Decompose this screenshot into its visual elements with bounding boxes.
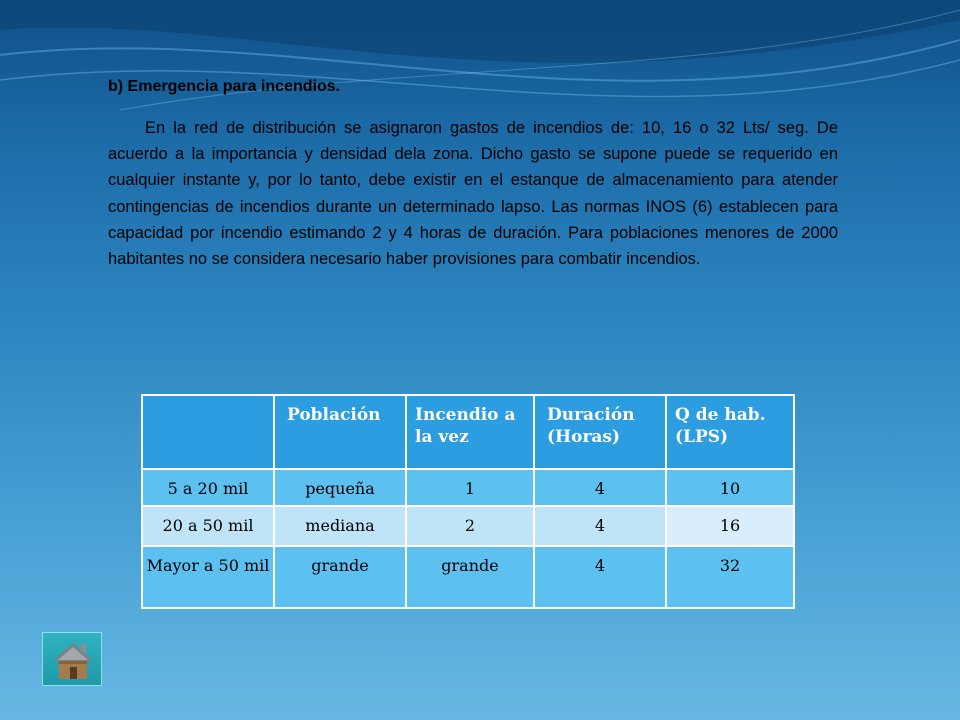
- home-icon: [51, 637, 95, 683]
- table-cell: Mayor a 50 mil: [142, 546, 274, 608]
- table-row: [142, 506, 794, 546]
- table-row: [142, 469, 794, 506]
- fire-flow-table-container: [141, 394, 795, 609]
- section-heading: b) Emergencia para incendios.: [108, 78, 341, 95]
- table-cell: 4: [534, 546, 666, 608]
- table-cell: 20 a 50 mil: [142, 506, 274, 546]
- section-paragraph: En la red de distribución se asignaron gastos de incendios de: 10, 16 o 32 Lts/ seg. De acuerdo a la importancia y densidad dela zona. Dicho gasto se supone puede se requerido en cualquier instante y, por lo tanto, debe existir en el estanque de almacenamiento para atender contingencias de incendios durante un determinado lapso. Las normas INOS (6) establecen para capacidad por incendio estimando 2 y 4 horas de duración. Para poblaciones menores de 2000 habitantes no se considera necesario haber provisiones para combatir incendios.: [108, 119, 838, 269]
- table-cell: pequeña: [274, 469, 406, 506]
- table-cell: 16: [666, 506, 794, 546]
- table-header-cell: [142, 395, 274, 469]
- table-cell: 4: [534, 469, 666, 506]
- table-header-row: [142, 395, 794, 469]
- table-header-cell: Población: [274, 395, 406, 469]
- table-header-cell: Duración (Horas): [534, 395, 666, 469]
- table-cell: 4: [534, 506, 666, 546]
- table-header-cell: Incendio a la vez: [406, 395, 534, 469]
- table-cell: 32: [666, 546, 794, 608]
- table-header-cell: Q de hab. (LPS): [666, 395, 794, 469]
- home-button[interactable]: [42, 632, 102, 686]
- table-row: [142, 546, 794, 608]
- table-cell: grande: [406, 546, 534, 608]
- slide-body: [108, 78, 838, 272]
- table-cell: 1: [406, 469, 534, 506]
- fire-flow-table: [141, 394, 795, 609]
- table-cell: 5 a 20 mil: [142, 469, 274, 506]
- table-cell: 10: [666, 469, 794, 506]
- table-cell: grande: [274, 546, 406, 608]
- table-cell: 2: [406, 506, 534, 546]
- table-cell: mediana: [274, 506, 406, 546]
